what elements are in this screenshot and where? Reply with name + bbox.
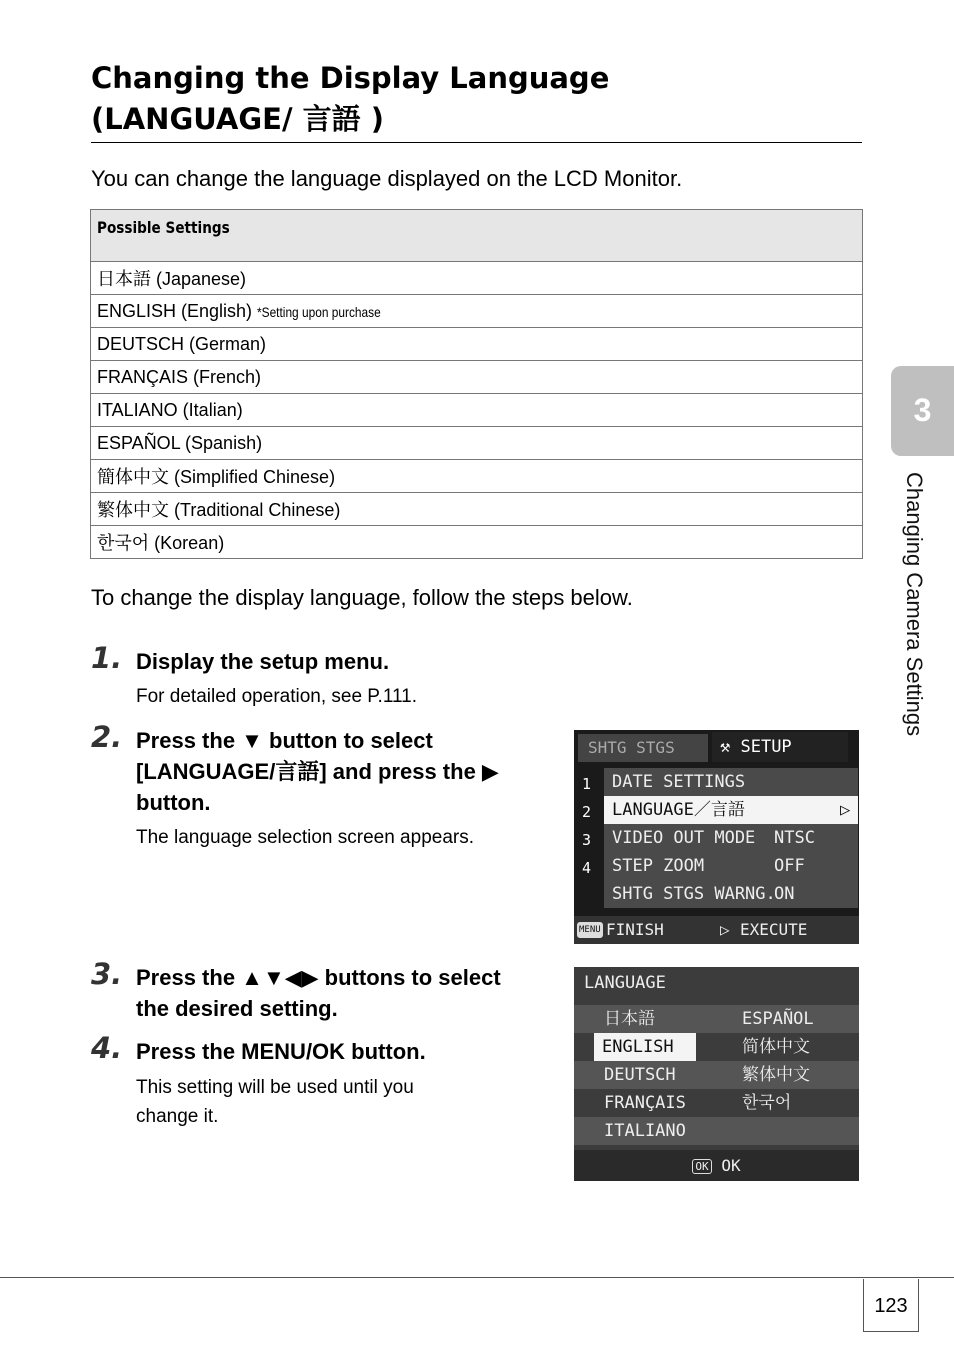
table-row: FRANÇAIS (French) bbox=[91, 361, 863, 394]
step-3-number: 3. bbox=[91, 957, 123, 991]
language-option: FRANÇAIS bbox=[604, 1093, 686, 1113]
step-4-title: Press the MENU/OK button. bbox=[136, 1039, 426, 1064]
page-title bbox=[91, 58, 862, 140]
footer-divider bbox=[0, 1277, 954, 1278]
language-option: ESPAÑOL bbox=[742, 1009, 814, 1029]
menu-footer-bar: MENU FINISH ▷ EXECUTE bbox=[574, 916, 859, 944]
table-row: ITALIANO (Italian) bbox=[91, 394, 863, 427]
menu-index: 4 bbox=[582, 859, 592, 877]
language-option: 简体中文 bbox=[742, 1037, 810, 1057]
chapter-tab: 3 bbox=[891, 366, 954, 456]
play-icon: ▷ bbox=[720, 920, 730, 939]
wrench-icon: ⚒ bbox=[720, 737, 741, 757]
menu-row-date-settings: DATE SETTINGS bbox=[604, 768, 858, 796]
table-row: 簡体中文 (Simplified Chinese) bbox=[91, 460, 863, 493]
step-2-title: Press the ▼ button to select [LANGUAGE/言語] and press the ▶ button. bbox=[136, 728, 499, 815]
language-option: 日本語 bbox=[604, 1009, 655, 1029]
step-2-desc: The language selection screen appears. bbox=[136, 827, 475, 848]
chapter-side-label: Changing Camera Settings bbox=[902, 472, 927, 737]
page-number-box bbox=[863, 1279, 919, 1332]
table-row: 日本語 (Japanese) bbox=[91, 262, 863, 295]
table-header: Possible Settings bbox=[91, 210, 863, 262]
step-4-desc: This setting will be used until you change it. bbox=[136, 1077, 414, 1127]
step-2-number: 2. bbox=[91, 720, 123, 754]
setup-tab: ⚒ SETUP bbox=[712, 732, 848, 762]
table-row: 한국어 (Korean) bbox=[91, 526, 863, 559]
setup-menu-screenshot bbox=[574, 730, 859, 944]
language-option-selected: ENGLISH bbox=[594, 1033, 696, 1061]
menu-index: 2 bbox=[582, 803, 592, 821]
language-option: DEUTSCH bbox=[604, 1065, 676, 1085]
language-option: 繁体中文 bbox=[742, 1065, 810, 1085]
language-option: ITALIANO bbox=[604, 1121, 686, 1141]
table-row: 繁体中文 (Traditional Chinese) bbox=[91, 493, 863, 526]
language-option: 한국어 bbox=[742, 1093, 792, 1113]
table-row: ENGLISH (English) *Setting upon purchase bbox=[91, 295, 863, 328]
menu-row-video-out: VIDEO OUT MODE NTSC bbox=[604, 824, 858, 852]
ok-badge: OK bbox=[692, 1159, 711, 1174]
table-row: DEUTSCH (German) bbox=[91, 328, 863, 361]
title-line-1: Changing the Display Language bbox=[91, 61, 610, 95]
page-number: 123 bbox=[874, 1295, 908, 1317]
menu-row-step-zoom: STEP ZOOM OFF bbox=[604, 852, 858, 880]
language-footer-bar: OK OK bbox=[574, 1150, 859, 1181]
step-4-number: 4. bbox=[91, 1031, 123, 1065]
table-row: ESPAÑOL (Spanish) bbox=[91, 427, 863, 460]
default-note: *Setting upon purchase bbox=[257, 303, 381, 320]
title-line-2: (LANGUAGE/ 言語 ) bbox=[91, 102, 385, 136]
menu-badge: MENU bbox=[577, 922, 603, 938]
step-1-desc: For detailed operation, see P.111. bbox=[136, 686, 417, 707]
language-screen-header: LANGUAGE bbox=[584, 973, 666, 993]
intro-text: You can change the language displayed on the LCD Monitor. bbox=[91, 166, 683, 191]
step-1-title: Display the setup menu. bbox=[136, 649, 390, 674]
menu-index: 1 bbox=[582, 775, 592, 793]
title-divider bbox=[91, 142, 862, 143]
settings-table bbox=[90, 209, 863, 559]
step-3-title: Press the ▲▼◀▶ buttons to select the desired setting. bbox=[136, 965, 501, 1021]
shtg-stgs-tab: SHTG STGS bbox=[578, 734, 708, 762]
menu-row-language: LANGUAGE／言語 ▷ bbox=[604, 796, 858, 824]
menu-index: 3 bbox=[582, 831, 592, 849]
language-screen-screenshot bbox=[574, 967, 859, 1181]
step-1-number: 1. bbox=[91, 641, 123, 675]
arrow-right-icon: ▷ bbox=[840, 800, 851, 820]
steps-intro: To change the display language, follow the steps below. bbox=[91, 585, 633, 610]
menu-row-shtg-warng: SHTG STGS WARNG. ON bbox=[604, 880, 858, 908]
